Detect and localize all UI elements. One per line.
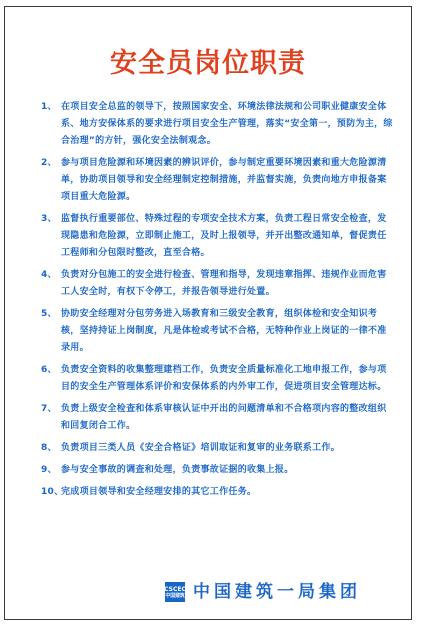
poster-board	[4, 6, 412, 620]
duty-number: 7、	[41, 404, 57, 414]
duty-number: 1、	[41, 102, 57, 112]
duty-text: 负责上级安全检查和体系审核认证中开出的问题清单和不合格项内容的整改组织和回复闭合工作。	[61, 404, 387, 431]
duty-text: 参与项目危险源和环境因素的辨识评价，参与制定重要环境因素和重大危险源清单，协助项目领导和安全经理制定控制措施，并监督实施，负责向地方申报备案项目重大危险源。	[61, 158, 387, 202]
duty-item	[41, 440, 393, 457]
cscec-logo-icon	[165, 582, 185, 602]
duty-item	[41, 484, 393, 501]
company-footer	[165, 581, 361, 603]
duty-item	[41, 401, 393, 435]
poster-title: 安全员岗位职责	[110, 48, 306, 79]
duty-item	[41, 462, 393, 479]
duty-text: 负责对分包施工的安全进行检查、管理和指导，发现违章指挥、违规作业而危害工人安全时，有权下令停工，并报告领导进行处置。	[61, 270, 387, 297]
duty-text: 在项目安全总监的领导下，按照国家安全、环境法律法规和公司职业健康安全体系、地方安保体系的要求进行项目安全生产管理，落实“安全第一，预防为主，综合治理”的方针，强化安全法制观念。	[61, 102, 393, 146]
duty-item	[41, 362, 393, 396]
duty-list	[41, 99, 393, 506]
duty-number: 6、	[41, 365, 57, 375]
duty-number: 9、	[41, 465, 57, 475]
duty-text: 负责安全资料的收集整理建档工作，负责安全质量标准化工地申报工作，参与项目的安全生产管理体系评价和安保体系的内外审工作，促进项目安全管理达标。	[61, 365, 387, 392]
duty-text: 协助安全经理对分包劳务进入场教育和三级安全教育，组织体检和安全知识考核，坚持持证上岗制度，凡是体检或考试不合格，无特种作业上岗证的一律不准录用。	[61, 309, 387, 353]
duty-item	[41, 99, 393, 150]
duty-text: 参与安全事故的调查和处理，负责事故证据的收集上报。	[61, 465, 294, 475]
duty-number: 3、	[41, 214, 57, 224]
duty-number: 8、	[41, 443, 57, 453]
logo-bottom-text: 中国建筑	[165, 592, 185, 599]
duty-number: 10、	[41, 487, 64, 497]
duty-text: 完成项目领导和安全经理安排的其它工作任务。	[61, 487, 257, 497]
duty-number: 2、	[41, 158, 57, 168]
duty-number: 5、	[41, 309, 57, 319]
duty-text: 负责项目三类人员《安全合格证》培训取证和复审的业务联系工作。	[61, 443, 341, 453]
duty-number: 4、	[41, 270, 57, 280]
company-name: 中国建筑一局集团	[193, 582, 361, 602]
duty-item	[41, 155, 393, 206]
logo-top-text: CSCEC	[164, 585, 186, 593]
duty-text: 监督执行重要部位、特殊过程的专项安全技术方案，负责工程日常安全检查，发现隐患和危险源，立即制止施工，及时上报领导，并开出整改通知单，督促责任工程师和分包限时整改，直至合格。	[61, 214, 387, 258]
duty-item	[41, 267, 393, 301]
duty-item	[41, 211, 393, 262]
duty-item	[41, 306, 393, 357]
